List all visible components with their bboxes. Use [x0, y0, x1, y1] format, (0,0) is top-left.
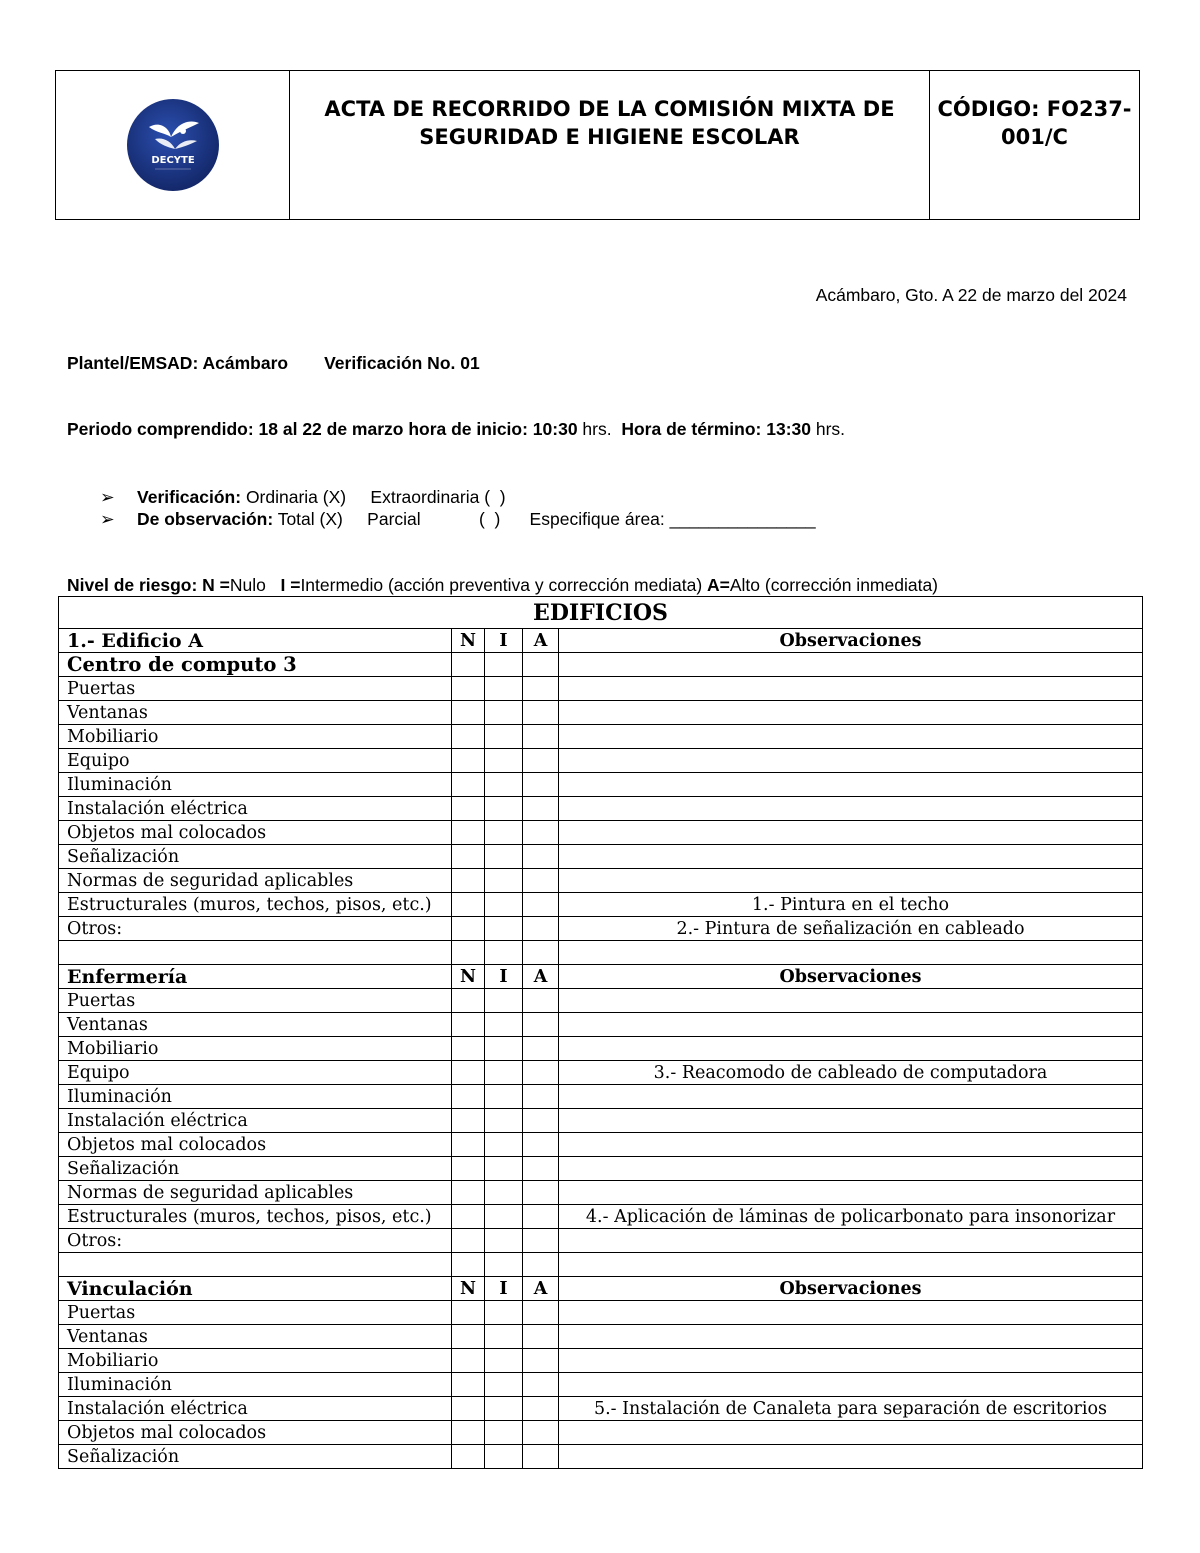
table-title: EDIFICIOS: [59, 597, 1143, 629]
cell-a: [523, 1037, 559, 1061]
cell-a: [523, 1349, 559, 1373]
cell-observacion: 5.- Instalación de Canaleta para separación de escritorios: [559, 1397, 1143, 1421]
cell-a: [523, 1061, 559, 1085]
cell-a: [523, 1205, 559, 1229]
table-row: [59, 1013, 1143, 1037]
section-subtitle: Centro de computo 3: [59, 653, 452, 677]
row-item: Instalación eléctrica: [59, 1397, 452, 1421]
cell-observacion: [559, 845, 1143, 869]
periodo-label: Periodo comprendido: 18 al 22 de marzo hora de inicio: 10:30: [67, 419, 578, 439]
cell-n: [452, 1205, 485, 1229]
cell-n: [452, 1301, 485, 1325]
cell-i: [485, 773, 523, 797]
cell-observacion: [559, 1133, 1143, 1157]
decyte-logo: [125, 97, 221, 193]
cell-a: [523, 725, 559, 749]
cell-observacion: [559, 821, 1143, 845]
riesgo-i: Intermedio (acción preventiva y corrección mediata): [300, 575, 708, 595]
cell-i: [485, 1445, 523, 1469]
cell-a: [523, 1421, 559, 1445]
logo-text: DECYTE: [150, 155, 195, 166]
cell-a: [523, 1373, 559, 1397]
cell-observacion: [559, 989, 1143, 1013]
cell-a: [523, 749, 559, 773]
cell-observacion: [559, 1253, 1143, 1277]
cell-a: [523, 701, 559, 725]
section-name: Enfermería: [59, 965, 452, 989]
table-row: [59, 917, 1143, 941]
row-item: Objetos mal colocados: [59, 1421, 452, 1445]
cell-n: [452, 1109, 485, 1133]
row-item: Puertas: [59, 677, 452, 701]
cell-n: [452, 1013, 485, 1037]
cell-observacion: [559, 1085, 1143, 1109]
table-row: [59, 1397, 1143, 1421]
cell-a: [523, 1013, 559, 1037]
table-row: [59, 701, 1143, 725]
row-item: Normas de seguridad aplicables: [59, 1181, 452, 1205]
cell-observacion: [559, 1109, 1143, 1133]
table-row: [59, 1085, 1143, 1109]
table-row: [59, 1181, 1143, 1205]
cell-observacion: [559, 749, 1143, 773]
row-item: Ventanas: [59, 1013, 452, 1037]
arrow-bullet-icon: ➢: [100, 509, 115, 529]
row-item: Puertas: [59, 1301, 452, 1325]
document-title: [290, 71, 930, 219]
section-name: Vinculación: [59, 1277, 452, 1301]
cell-observacion: [559, 1037, 1143, 1061]
cell-i: [485, 917, 523, 941]
cell-a: [523, 653, 559, 677]
cell-n: [452, 749, 485, 773]
col-i-header: I: [485, 965, 523, 989]
table-row: [59, 1205, 1143, 1229]
row-item: Instalación eléctrica: [59, 797, 452, 821]
cell-n: [452, 1229, 485, 1253]
table-row: [59, 821, 1143, 845]
periodo-line: [67, 419, 845, 440]
cell-a: [523, 1445, 559, 1469]
cell-observacion: [559, 701, 1143, 725]
table-row: [59, 1325, 1143, 1349]
cell-observacion: [559, 1301, 1143, 1325]
cell-i: [485, 797, 523, 821]
cell-a: [523, 869, 559, 893]
header-box: [55, 70, 1140, 220]
col-a-header: A: [523, 629, 559, 653]
cell-i: [485, 725, 523, 749]
cell-i: [485, 653, 523, 677]
cell-observacion: [559, 725, 1143, 749]
cell-i: [485, 1205, 523, 1229]
cell-observacion: [559, 677, 1143, 701]
table-row: [59, 893, 1143, 917]
hora-termino-label: Hora de término: 13:30: [621, 419, 811, 439]
col-n-header: N: [452, 965, 485, 989]
riesgo-label: Nivel de riesgo: N =: [67, 575, 230, 595]
cell-n: [452, 725, 485, 749]
cell-i: [485, 1181, 523, 1205]
col-observaciones-header: Observaciones: [559, 1277, 1143, 1301]
row-item: Señalización: [59, 1445, 452, 1469]
table-row: [59, 1109, 1143, 1133]
cell-n: [452, 1181, 485, 1205]
riesgo-n: Nulo: [229, 575, 281, 595]
cell-i: [485, 1397, 523, 1421]
cell-a: [523, 773, 559, 797]
cell-a: [523, 1301, 559, 1325]
row-item: Equipo: [59, 1061, 452, 1085]
row-item: Señalización: [59, 1157, 452, 1181]
cell-i: [485, 1061, 523, 1085]
cell-i: [485, 845, 523, 869]
cell-i: [485, 1325, 523, 1349]
cell-observacion: [559, 1445, 1143, 1469]
code-line-1: CÓDIGO: FO237-: [937, 97, 1132, 121]
section-subtitle-row: [59, 653, 1143, 677]
col-n-header: N: [452, 1277, 485, 1301]
col-n-header: N: [452, 629, 485, 653]
cell-i: [485, 1037, 523, 1061]
cell-observacion: 2.- Pintura de señalización en cableado: [559, 917, 1143, 941]
cell-observacion: [559, 1349, 1143, 1373]
table-row: [59, 869, 1143, 893]
cell-i: [485, 1085, 523, 1109]
cell-n: [452, 1397, 485, 1421]
col-i-header: I: [485, 629, 523, 653]
row-item: Puertas: [59, 989, 452, 1013]
cell-a: [523, 941, 559, 965]
row-item: Estructurales (muros, techos, pisos, etc.): [59, 893, 452, 917]
cell-a: [523, 1325, 559, 1349]
table-row: [59, 1301, 1143, 1325]
table-row: [59, 773, 1143, 797]
row-item: Estructurales (muros, techos, pisos, etc.): [59, 1205, 452, 1229]
cell-a: [523, 1133, 559, 1157]
section-header-row: [59, 1277, 1143, 1301]
table-row: [59, 845, 1143, 869]
cell-a: [523, 1397, 559, 1421]
cell-n: [452, 773, 485, 797]
cell-observacion: [559, 653, 1143, 677]
cell-i: [485, 989, 523, 1013]
cell-a: [523, 677, 559, 701]
cell-n: [452, 677, 485, 701]
row-item: Mobiliario: [59, 1349, 452, 1373]
cell-observacion: 3.- Reacomodo de cableado de computadora: [559, 1061, 1143, 1085]
arrow-bullet-icon: ➢: [100, 487, 115, 507]
row-item: [59, 941, 452, 965]
cell-observacion: 4.- Aplicación de láminas de policarbonato para insonorizar: [559, 1205, 1143, 1229]
col-observaciones-header: Observaciones: [559, 965, 1143, 989]
table-row: [59, 1421, 1143, 1445]
table-row: [59, 725, 1143, 749]
cell-observacion: [559, 1421, 1143, 1445]
row-item: Equipo: [59, 749, 452, 773]
cell-observacion: [559, 773, 1143, 797]
table-row: [59, 1037, 1143, 1061]
cell-n: [452, 845, 485, 869]
riesgo-a: Alto (corrección inmediata): [729, 575, 939, 595]
row-item: Otros:: [59, 1229, 452, 1253]
title-line-1: ACTA DE RECORRIDO DE LA COMISIÓN MIXTA DE: [324, 97, 895, 121]
table-row: [59, 1349, 1143, 1373]
nivel-riesgo-line: [67, 575, 938, 596]
row-item: Ventanas: [59, 1325, 452, 1349]
cell-i: [485, 1157, 523, 1181]
cell-i: [485, 1253, 523, 1277]
cell-n: [452, 821, 485, 845]
section-name: 1.- Edificio A: [59, 629, 452, 653]
row-item: Instalación eléctrica: [59, 1109, 452, 1133]
cell-i: [485, 1229, 523, 1253]
section-header-row: [59, 965, 1143, 989]
cell-n: [452, 941, 485, 965]
cell-a: [523, 845, 559, 869]
cell-i: [485, 1421, 523, 1445]
place-date: Acámbaro, Gto. A 22 de marzo del 2024: [815, 285, 1127, 305]
cell-a: [523, 1181, 559, 1205]
cell-i: [485, 749, 523, 773]
cell-i: [485, 677, 523, 701]
cell-i: [485, 1133, 523, 1157]
cell-a: [523, 797, 559, 821]
cell-n: [452, 869, 485, 893]
bullet-label: De observación:: [137, 509, 274, 529]
cell-i: [485, 821, 523, 845]
cell-n: [452, 917, 485, 941]
edificios-table-body: [59, 597, 1143, 1469]
cell-observacion: [559, 941, 1143, 965]
cell-a: [523, 1109, 559, 1133]
bullet-label: Verificación:: [137, 487, 242, 507]
row-item: Iluminación: [59, 773, 452, 797]
cell-observacion: [559, 797, 1143, 821]
table-row: [59, 1253, 1143, 1277]
cell-observacion: 1.- Pintura en el techo: [559, 893, 1143, 917]
cell-n: [452, 989, 485, 1013]
cell-n: [452, 701, 485, 725]
cell-i: [485, 1373, 523, 1397]
table-row: [59, 1373, 1143, 1397]
cell-observacion: [559, 869, 1143, 893]
col-observaciones-header: Observaciones: [559, 629, 1143, 653]
row-item: Iluminación: [59, 1085, 452, 1109]
cell-observacion: [559, 1373, 1143, 1397]
cell-a: [523, 821, 559, 845]
table-row: [59, 1229, 1143, 1253]
cell-n: [452, 1325, 485, 1349]
cell-i: [485, 869, 523, 893]
row-item: Normas de seguridad aplicables: [59, 869, 452, 893]
cell-a: [523, 893, 559, 917]
code-line-2: 001/C: [1001, 125, 1068, 149]
plantel-line: [67, 353, 480, 374]
cell-n: [452, 1037, 485, 1061]
cell-n: [452, 797, 485, 821]
table-row: [59, 749, 1143, 773]
bullet-verificacion: [100, 487, 506, 508]
cell-n: [452, 1349, 485, 1373]
row-item: [59, 1253, 452, 1277]
cell-i: [485, 1349, 523, 1373]
cell-i: [485, 893, 523, 917]
table-row: [59, 1445, 1143, 1469]
section-header-row: [59, 629, 1143, 653]
row-item: Iluminación: [59, 1373, 452, 1397]
riesgo-a-label: A=: [707, 575, 730, 595]
cell-observacion: [559, 1181, 1143, 1205]
periodo-hrs-2: hrs.: [810, 419, 846, 439]
cell-n: [452, 1061, 485, 1085]
row-item: Objetos mal colocados: [59, 821, 452, 845]
cell-observacion: [559, 1157, 1143, 1181]
cell-n: [452, 1253, 485, 1277]
row-item: Mobiliario: [59, 725, 452, 749]
row-item: Mobiliario: [59, 1037, 452, 1061]
row-item: Objetos mal colocados: [59, 1133, 452, 1157]
col-i-header: I: [485, 1277, 523, 1301]
cell-i: [485, 1013, 523, 1037]
col-a-header: A: [523, 965, 559, 989]
cell-i: [485, 941, 523, 965]
row-item: Señalización: [59, 845, 452, 869]
cell-i: [485, 1301, 523, 1325]
table-row: [59, 941, 1143, 965]
table-row: [59, 1061, 1143, 1085]
cell-n: [452, 1157, 485, 1181]
table-row: [59, 1157, 1143, 1181]
table-row: [59, 989, 1143, 1013]
cell-observacion: [559, 1325, 1143, 1349]
cell-a: [523, 989, 559, 1013]
verification-number: Verificación No. 01: [324, 353, 480, 373]
cell-n: [452, 1421, 485, 1445]
cell-a: [523, 1085, 559, 1109]
cell-n: [452, 1085, 485, 1109]
col-a-header: A: [523, 1277, 559, 1301]
cell-n: [452, 893, 485, 917]
title-line-2: SEGURIDAD E HIGIENE ESCOLAR: [419, 125, 800, 149]
document-code: [930, 71, 1139, 219]
riesgo-i-label: I =: [280, 575, 301, 595]
cell-observacion: [559, 1229, 1143, 1253]
cell-observacion: [559, 1013, 1143, 1037]
bullet-text: Ordinaria (X) Extraordinaria ( ): [241, 487, 506, 507]
logo-cell: [56, 71, 290, 219]
table-title-row: [59, 597, 1143, 629]
cell-a: [523, 1253, 559, 1277]
cell-n: [452, 1445, 485, 1469]
edificios-table: [58, 596, 1143, 1469]
bullet-observacion: [100, 509, 816, 530]
table-row: [59, 677, 1143, 701]
row-item: Ventanas: [59, 701, 452, 725]
cell-i: [485, 1109, 523, 1133]
cell-n: [452, 653, 485, 677]
cell-a: [523, 1229, 559, 1253]
row-item: Otros:: [59, 917, 452, 941]
cell-n: [452, 1373, 485, 1397]
cell-i: [485, 701, 523, 725]
bullet-text: Total (X) Parcial ( ) Especifique área: _______________: [273, 509, 816, 529]
cell-a: [523, 1157, 559, 1181]
plantel-label: Plantel/EMSAD: Acámbaro: [67, 353, 289, 373]
cell-a: [523, 917, 559, 941]
table-row: [59, 1133, 1143, 1157]
table-row: [59, 797, 1143, 821]
periodo-hrs-1: hrs.: [577, 419, 612, 439]
cell-n: [452, 1133, 485, 1157]
